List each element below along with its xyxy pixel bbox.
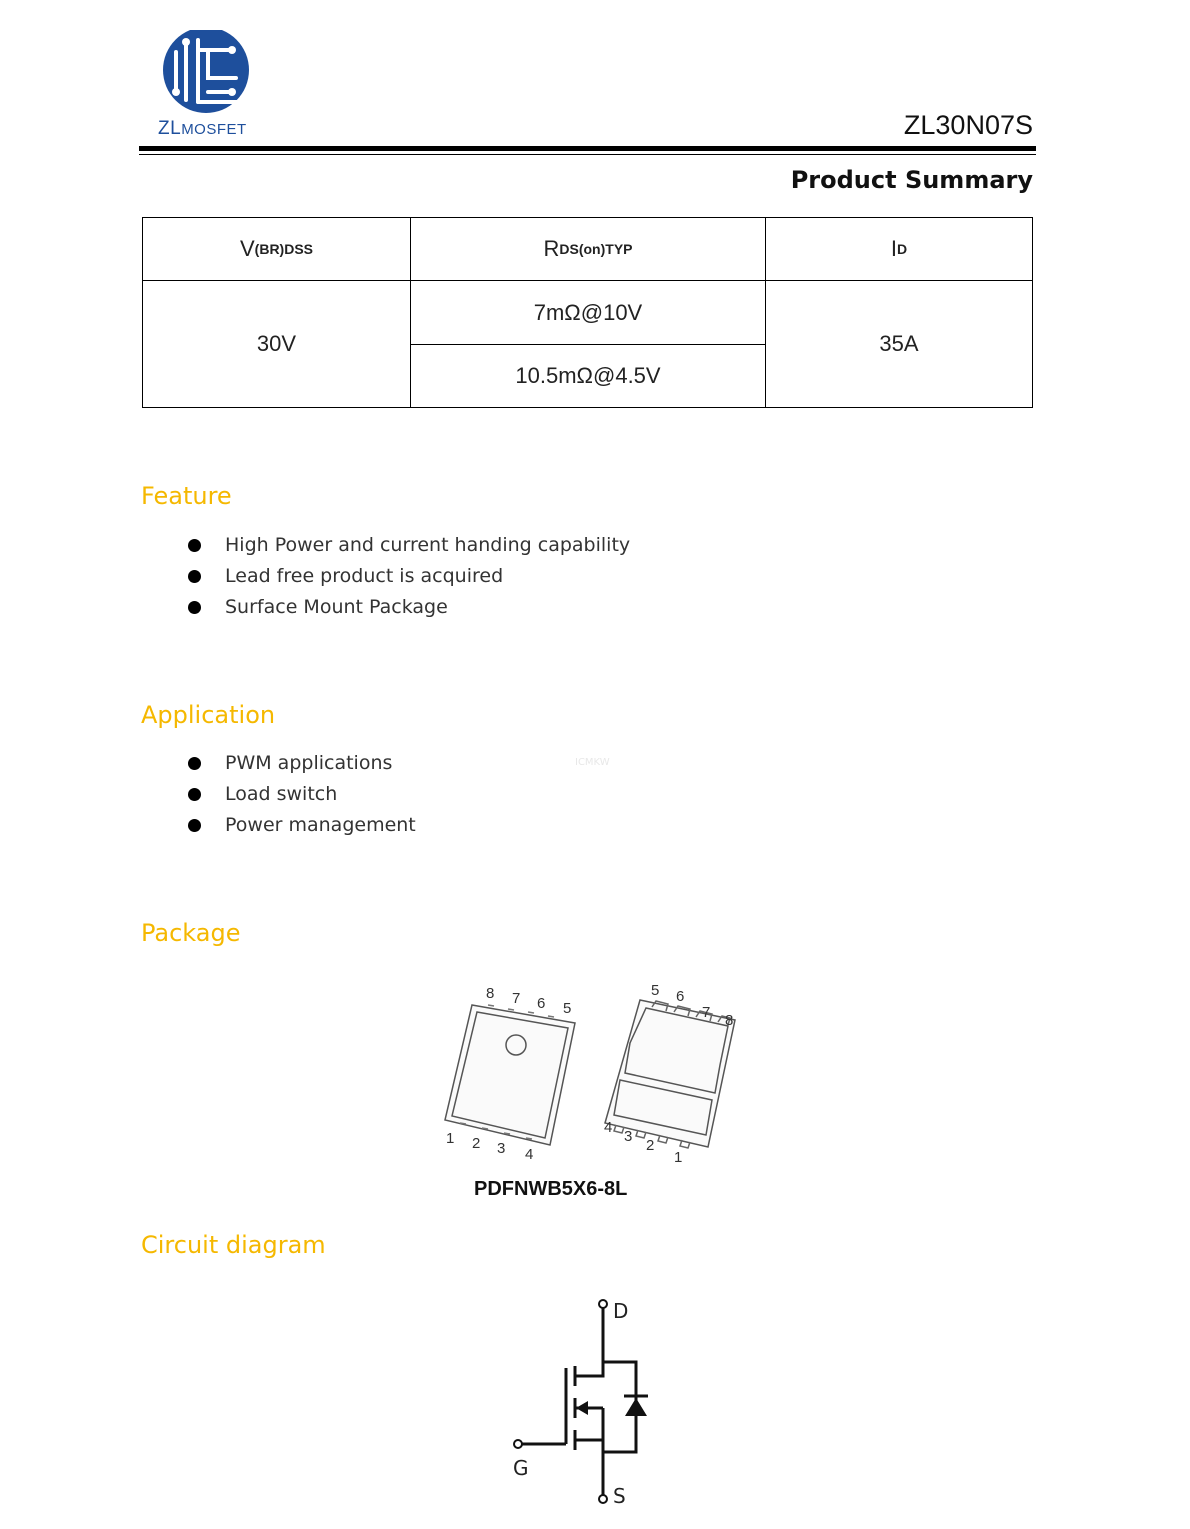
pin-label: 5: [651, 982, 660, 999]
pin-label: 7: [512, 990, 521, 1007]
logo-brand-sub: MOSFET: [181, 121, 247, 138]
source-label: S: [613, 1484, 626, 1508]
pin-label: 5: [563, 1000, 572, 1017]
drain-label: D: [613, 1299, 629, 1323]
diode-icon: [625, 1398, 647, 1416]
pin-label: 2: [472, 1135, 481, 1152]
pin-label: 8: [725, 1012, 734, 1029]
bullet-icon: [188, 819, 201, 832]
pin-label: 3: [497, 1140, 506, 1157]
pin-label: 3: [624, 1128, 633, 1145]
list-item: [185, 810, 416, 841]
application-title: Application: [141, 701, 276, 729]
header-id-main: I: [890, 236, 897, 261]
bullet-icon: [188, 788, 201, 801]
header-rule-thick: [139, 146, 1036, 151]
value-id: 35A: [879, 331, 919, 356]
pin-label: 4: [525, 1146, 534, 1163]
list-item: [185, 592, 630, 623]
circuit-title: Circuit diagram: [141, 1231, 326, 1259]
product-summary-title: Product Summary: [790, 166, 1033, 194]
pin-label: 8: [486, 985, 495, 1002]
logo-text: [158, 118, 247, 140]
logo-brand-main: ZL: [158, 118, 182, 139]
value-rds-on-10v: 7mΩ@10V: [533, 299, 643, 325]
package-name: PDFNWB5X6-8L: [474, 1178, 628, 1200]
feature-list: [185, 530, 630, 623]
header-rule-thin: [139, 154, 1036, 155]
application-item: Load switch: [225, 783, 338, 805]
package-drawing: [430, 975, 760, 1175]
bullet-icon: [188, 539, 201, 552]
pin-label: 1: [674, 1149, 683, 1166]
gate-label: G: [513, 1456, 529, 1480]
header-vbr-main: V: [239, 236, 255, 261]
header-rds-main: R: [543, 236, 560, 261]
value-vbr-dss: 30V: [256, 331, 297, 356]
bullet-icon: [188, 757, 201, 770]
feature-item: Surface Mount Package: [225, 596, 448, 618]
arrow-icon: [576, 1401, 588, 1415]
pin-label: 2: [646, 1137, 655, 1154]
feature-item: Lead free product is acquired: [225, 565, 504, 587]
list-item: [185, 779, 416, 810]
application-list: [185, 748, 416, 841]
value-rds-on-4v5: 10.5mΩ@4.5V: [515, 363, 661, 388]
pin-label: 6: [676, 988, 685, 1005]
package-title: Package: [141, 919, 241, 947]
watermark: ICMKW: [575, 757, 610, 768]
feature-title: Feature: [141, 482, 232, 510]
application-item: PWM applications: [225, 752, 393, 774]
header-id: [766, 218, 1032, 280]
feature-item: High Power and current handing capability: [225, 534, 631, 556]
bullet-icon: [188, 601, 201, 614]
package-bottom-view: [605, 1000, 735, 1148]
header-vbr-dss: [143, 218, 410, 280]
pin-label: 4: [604, 1119, 613, 1136]
bullet-icon: [188, 570, 201, 583]
part-number: ZL30N07S: [903, 110, 1033, 140]
list-item: [185, 530, 630, 561]
header-rds-on: [411, 218, 765, 280]
header-vbr-sub: (BR)DSS: [254, 241, 314, 257]
pin-label: 6: [537, 995, 546, 1012]
product-summary-table: [142, 217, 1033, 408]
header-id-sub: D: [897, 241, 908, 257]
list-item: [185, 748, 416, 779]
mosfet-circuit-diagram: [500, 1290, 670, 1515]
package-top-view: [445, 1005, 575, 1145]
list-item: [185, 561, 630, 592]
pin-label: 1: [446, 1130, 455, 1147]
pin-label: 7: [702, 1004, 711, 1021]
application-item: Power management: [225, 814, 416, 836]
header-rds-sub: DS(on)TYP: [559, 241, 633, 257]
